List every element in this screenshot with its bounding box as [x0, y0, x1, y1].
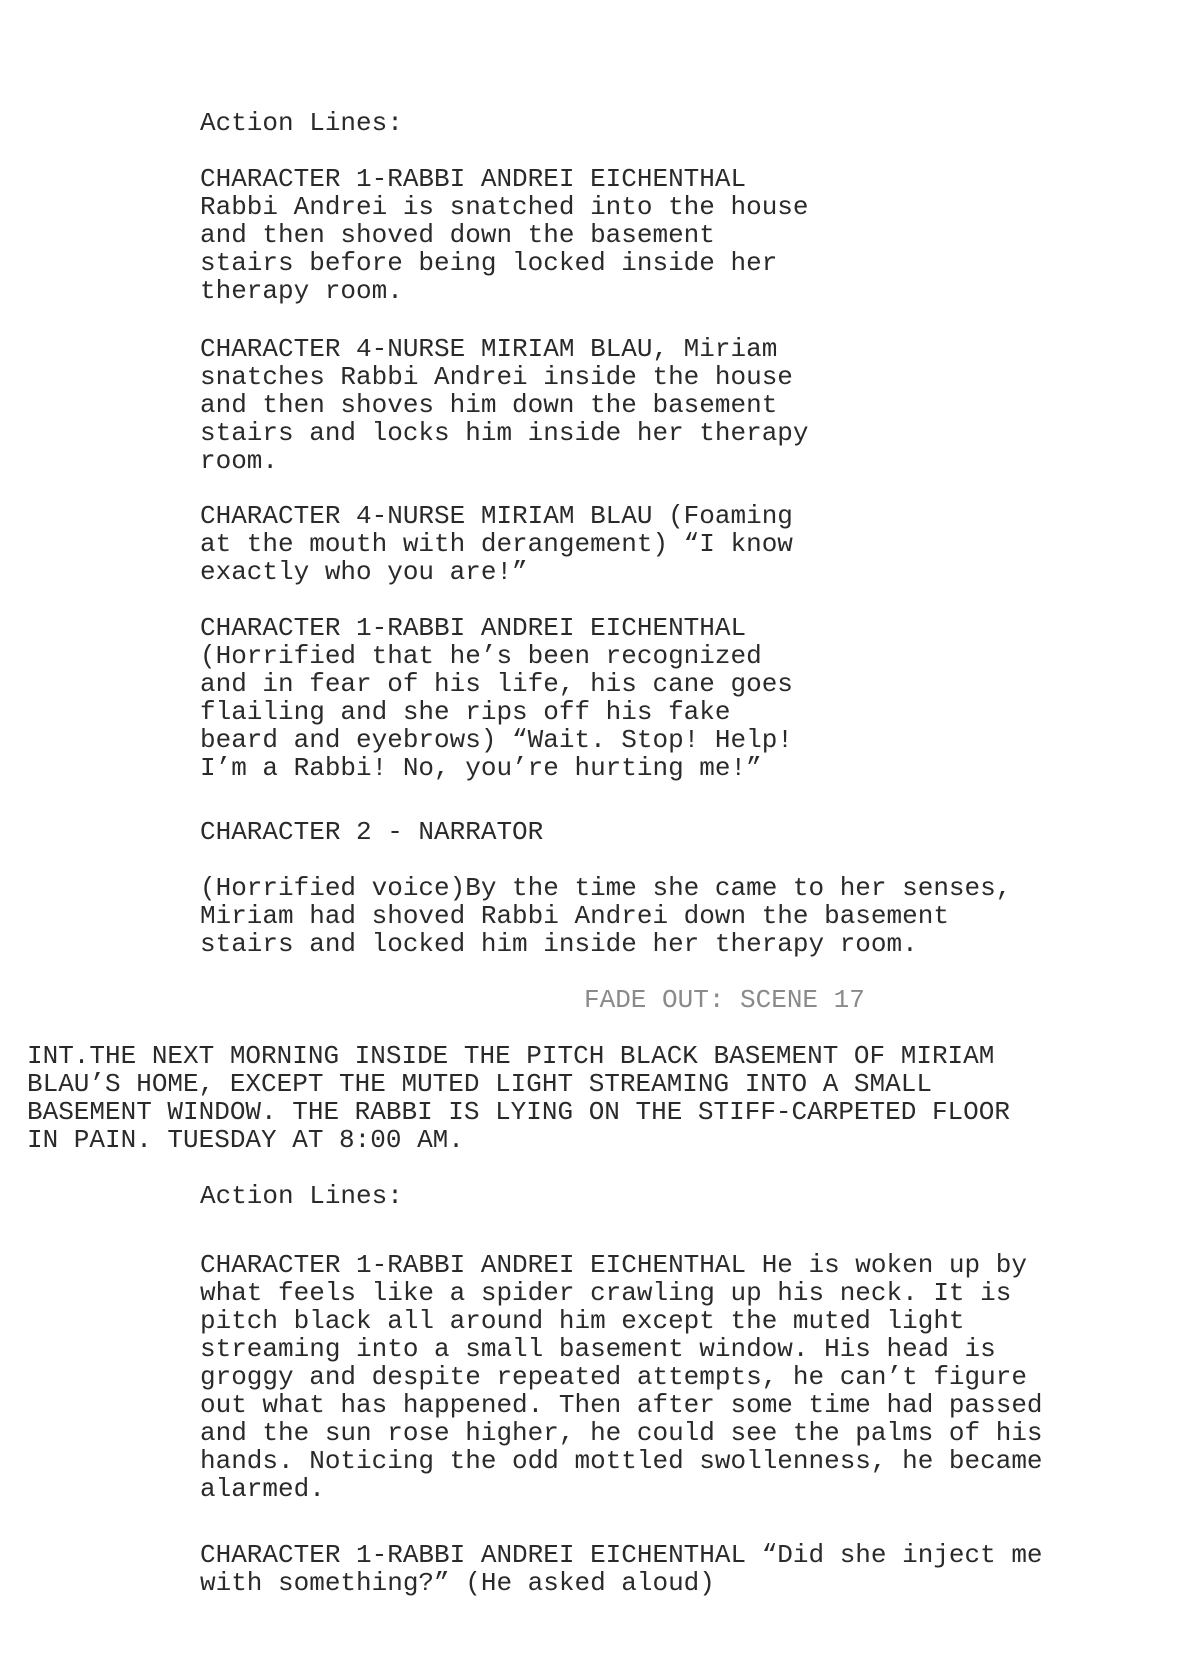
narrator-text: (Horrified voice)By the time she came to her senses, Miriam had shoved Rabbi Andrei down the basement stairs and locked him inside her therapy room. — [200, 873, 1012, 959]
dialogue-paragraph: CHARACTER 1-RABBI ANDREI EICHENTHAL (Horrified that he’s been recognized and in fear of his life, his cane goes flailing and she rips off his fake beard and eyebrows) “Wait. Stop! Help! I’m a Rabbi! No, you’re hurting me!” — [200, 613, 793, 783]
action-paragraph: CHARACTER 4-NURSE MIRIAM BLAU, Miriam snatches Rabbi Andrei inside the house and then shoves him down the basement stairs and locks him inside her therapy room. — [200, 334, 809, 476]
fade-out-transition: FADE OUT: SCENE 17 — [584, 985, 865, 1015]
narrator-name: CHARACTER 2 - NARRATOR — [200, 817, 544, 847]
action-lines-header: Action Lines: — [200, 108, 403, 138]
dialogue-paragraph: CHARACTER 4-NURSE MIRIAM BLAU (Foaming at the mouth with derangement) “I know exactly who you are!” — [200, 501, 793, 587]
scene-heading: INT.THE NEXT MORNING INSIDE THE PITCH BLACK BASEMENT OF MIRIAM BLAU’S HOME, EXCEPT THE MUTED LIGHT STREAMING INTO A SMALL BASEMENT WINDOW. THE RABBI IS LYING ON THE STIFF-CARPETED FLOOR IN PAIN. TUESDAY AT 8:00 AM. — [27, 1041, 1010, 1155]
dialogue-paragraph: CHARACTER 1-RABBI ANDREI EICHENTHAL “Did she inject me with something?” (He asked aloud) — [200, 1540, 1043, 1598]
action-paragraph: CHARACTER 1-RABBI ANDREI EICHENTHAL Rabbi Andrei is snatched into the house and then shoved down the basement stairs before being locked inside her therapy room. — [200, 164, 809, 306]
action-lines-header: Action Lines: — [200, 1181, 403, 1211]
action-paragraph: CHARACTER 1-RABBI ANDREI EICHENTHAL He is woken up by what feels like a spider crawling up his neck. It is pitch black all around him except the muted light streaming into a small basement window. His head is groggy and despite repeated attempts, he can’t figure out what has happened. Then after some time had passed and the sun rose higher, he could see the palms of his hands. Noticing the odd mottled swollenness, he became alarmed. — [200, 1250, 1043, 1504]
